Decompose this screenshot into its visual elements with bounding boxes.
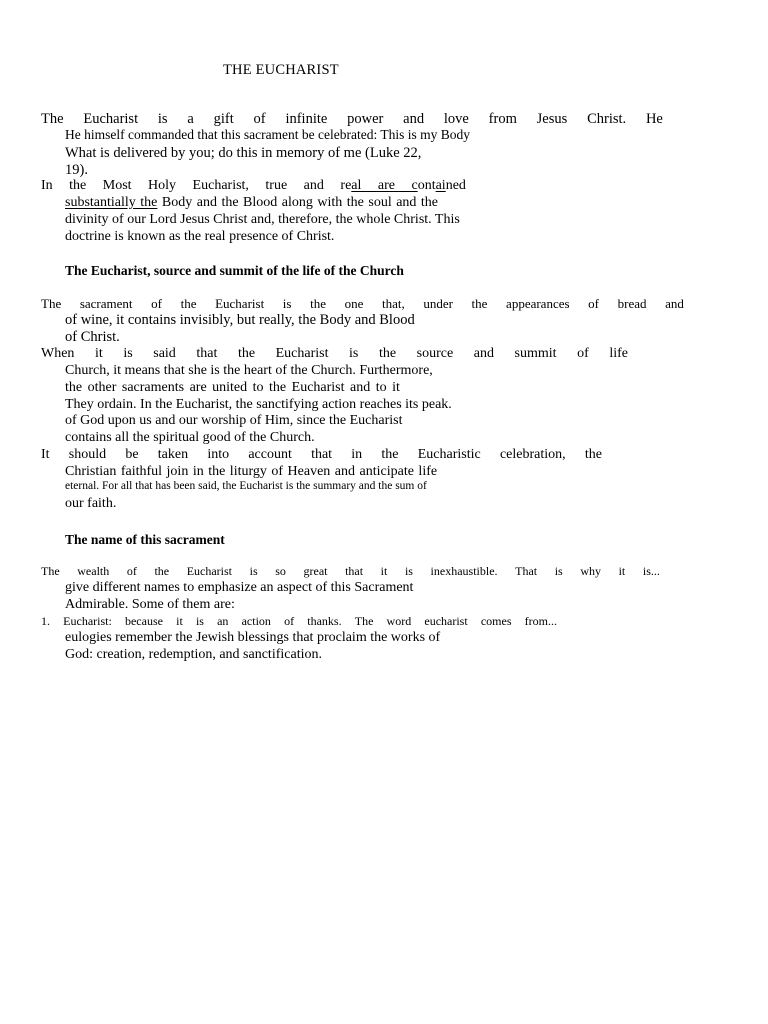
word: Eucharist: — [63, 614, 112, 628]
word: is — [554, 564, 563, 578]
word: When — [41, 346, 75, 361]
word: is — [195, 614, 204, 628]
paragraph-line: doctrine is known as the real presence of Christ. — [65, 229, 335, 244]
word: be — [125, 447, 139, 462]
word: power — [347, 111, 384, 127]
word: and — [473, 346, 494, 361]
word: it — [380, 564, 388, 578]
word: why — [580, 564, 601, 578]
word: great — [303, 564, 328, 578]
word: it — [176, 614, 183, 628]
word: The — [41, 296, 62, 311]
word: one — [344, 296, 364, 311]
word: should — [68, 447, 107, 462]
word: from... — [524, 614, 557, 628]
paragraph-line: the other sacraments are united to the Eucharist and to it — [65, 380, 400, 395]
line-text: ont — [417, 178, 436, 193]
paragraph-line: give different names to emphasize an aspect of this Sacrament — [65, 580, 414, 595]
paragraph-line: contains all the spiritual good of the Church. — [65, 430, 315, 445]
line-text: ned — [445, 178, 466, 193]
word: into — [207, 447, 230, 462]
paragraph-line: 19). — [65, 162, 88, 178]
word: is — [282, 296, 292, 311]
word: it — [618, 564, 626, 578]
word: the — [584, 447, 602, 462]
paragraph-line: of God upon us and our worship of Him, since the Eucharist — [65, 413, 403, 428]
paragraph-line: Admirable. Some of them are: — [65, 597, 235, 612]
paragraph-line: They ordain. In the Eucharist, the sanctifying action reaches its peak. — [65, 397, 452, 412]
word: is — [349, 346, 359, 361]
word: comes — [480, 614, 512, 628]
paragraph-line: of Christ. — [65, 329, 120, 345]
paragraph-line: Church, it means that she is the heart of the Church. Furthermore, — [65, 363, 433, 378]
word: word — [386, 614, 412, 628]
list-item-line: God: creation, redemption, and sanctification. — [65, 647, 322, 662]
word: The — [354, 614, 374, 628]
paragraph-line — [41, 565, 660, 577]
word: is — [404, 564, 413, 578]
word: that — [196, 346, 218, 361]
list-item-line: eulogies remember the Jewish blessings that proclaim the works of — [65, 630, 441, 645]
word: in — [351, 447, 363, 462]
word: thanks. — [307, 614, 342, 628]
word: that — [345, 564, 364, 578]
word: the — [378, 346, 397, 361]
paragraph-line — [41, 179, 508, 193]
word: bread — [617, 296, 647, 311]
word: life — [609, 346, 628, 361]
word: is — [123, 346, 133, 361]
word: is — [157, 111, 168, 127]
word: Jesus — [536, 111, 568, 127]
word: sacrament — [79, 296, 133, 311]
word: and — [665, 296, 684, 311]
word: is — [249, 564, 258, 578]
word: account — [248, 447, 292, 462]
underlined-text: al are c — [351, 178, 418, 193]
word: appearances — [506, 296, 570, 311]
word: He — [645, 111, 663, 127]
word: from — [488, 111, 517, 127]
word: action — [241, 614, 271, 628]
word: and — [403, 111, 425, 127]
word: the — [180, 296, 197, 311]
word: the — [381, 447, 399, 462]
word: the — [310, 296, 326, 311]
line-text: Body and the Blood along with the soul and the — [157, 195, 439, 210]
word: of — [253, 111, 266, 127]
word: Eucharist — [215, 296, 265, 311]
word: that, — [381, 296, 405, 311]
word: of — [284, 614, 295, 628]
word: Eucharist — [275, 346, 329, 361]
word: eucharist — [424, 614, 468, 628]
paragraph-line: of wine, it contains invisibly, but really, the Body and Blood — [65, 312, 415, 328]
paragraph-line: Christian faithful join in the liturgy of Heaven and anticipate life — [65, 464, 438, 479]
word: celebration, — [499, 447, 566, 462]
word: inexhaustible. — [430, 564, 498, 578]
paragraph-line — [41, 448, 602, 462]
paragraph-line: What is delivered by you; do this in memory of me (Luke 22, — [65, 145, 422, 161]
word: because — [124, 614, 163, 628]
word: that — [311, 447, 333, 462]
word: it — [95, 346, 103, 361]
underlined-text: ai — [435, 178, 446, 193]
word: so — [275, 564, 286, 578]
word: Eucharist — [83, 111, 139, 127]
word: under — [423, 296, 453, 311]
word: Eucharistic — [417, 447, 481, 462]
word: The — [41, 564, 60, 578]
word: the — [154, 564, 170, 578]
word: the — [237, 346, 256, 361]
word: said — [153, 346, 176, 361]
paragraph-line: He himself commanded that this sacrament be celebrated: This is my Body — [65, 127, 471, 142]
word: the — [471, 296, 488, 311]
word: Christ. — [587, 111, 627, 127]
word: Eucharist — [186, 564, 233, 578]
word: a — [187, 111, 194, 127]
paragraph-line — [41, 297, 684, 310]
list-item-line — [41, 615, 557, 627]
word: The — [41, 111, 64, 127]
word: love — [443, 111, 469, 127]
word: 1. — [41, 614, 50, 628]
paragraph-line: eternal. For all that has been said, the Eucharist is the summary and the sum of — [65, 480, 427, 492]
word: wealth — [77, 564, 110, 578]
word: That — [515, 564, 538, 578]
paragraph-line — [41, 112, 663, 127]
word: It — [41, 447, 50, 462]
word: taken — [157, 447, 189, 462]
word: is... — [642, 564, 660, 578]
line-text: In the Most Holy Eucharist, true and re — [41, 178, 352, 193]
section-heading: The name of this sacrament — [65, 532, 225, 547]
word: of — [151, 296, 162, 311]
word: source — [416, 346, 454, 361]
section-heading: The Eucharist, source and summit of the life of the Church — [65, 263, 404, 278]
word: summit — [514, 346, 557, 361]
paragraph-line: our faith. — [65, 496, 117, 511]
underlined-text: substantially the — [65, 195, 158, 210]
paragraph-line: divinity of our Lord Jesus Christ and, therefore, the whole Christ. This — [65, 212, 460, 227]
document-title: THE EUCHARIST — [223, 62, 339, 78]
word: of — [588, 296, 600, 311]
word: of — [126, 564, 137, 578]
word: gift — [213, 111, 234, 127]
word: an — [217, 614, 229, 628]
paragraph-line — [41, 347, 628, 361]
word: of — [577, 346, 589, 361]
word: infinite — [285, 111, 328, 127]
paragraph-line — [65, 196, 438, 210]
